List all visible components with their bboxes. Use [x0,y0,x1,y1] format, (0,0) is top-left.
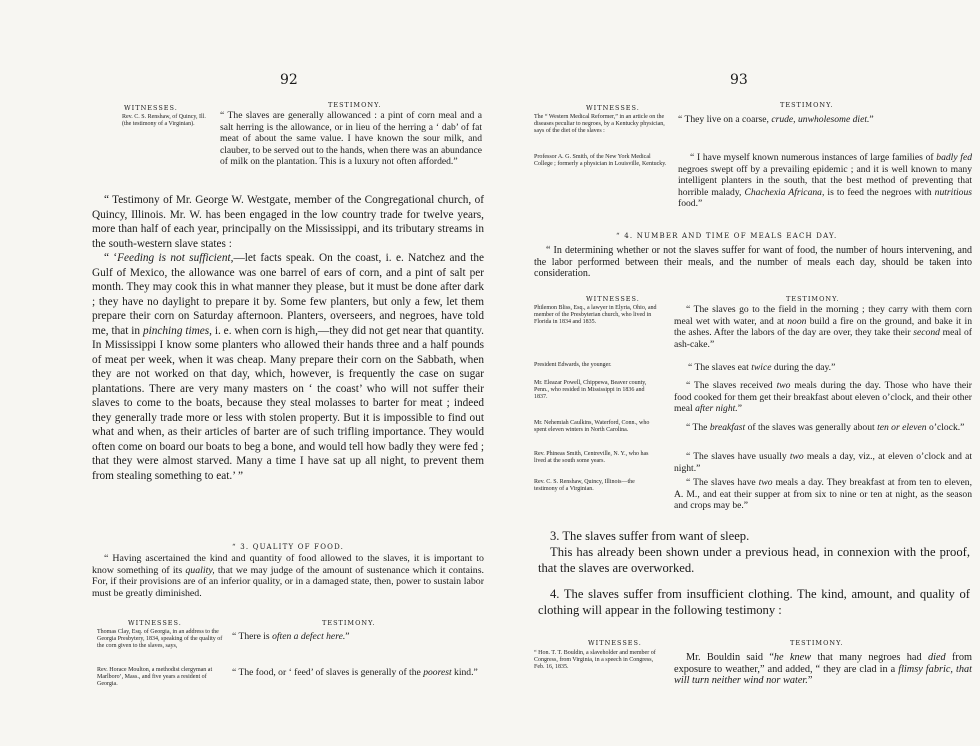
testimony-text: “ The slaves are generally allowanced : a pint of corn meal and a salt herring is the allowance, or in lieu of the herring a ‘ dab’ of fat meat of about the same value. I have known the sour milk, and clauber, to be served out to the hands, when there was an abundance of milk on the plantation. This is a luxury not often afforded.” [220,110,482,167]
witness-note: Rev. Horace Moulton, a methodist clergyman at Marlboro’, Mass., and five years a resident of Georgia. [97,667,213,687]
witness-note: President Edwards, the younger. [534,362,612,368]
testimony-text: “ The slaves received two meals during the day. Those who have their food cooked for them get their breakfast about eleven o’clock, and their other meal after night.” [674,380,972,414]
testimony-text: “ The breakfast of the slaves was generally about ten or eleven o’clock.” [686,422,965,433]
witness-note: Mr. Eleazar Powell, Chippewa, Beaver county, Penn., who resided in Mississippi in 1836 and 1837. [534,380,647,400]
testimony-text: “ The slaves eat twice during the day.” [688,362,836,373]
testimony-text: “ They live on a coarse, crude, unwholesome diet.” [678,114,874,125]
testimony-text: Mr. Bouldin said “he knew that many negroes had died from exposure to weather,” and added, “ they are clad in a flimsy fabric, that will turn neither wind nor water.” [674,652,973,686]
testimony-label: TESTIMONY. [780,101,834,109]
page-number: 93 [730,72,748,88]
testimony-text: “ The slaves go to the field in the morning ; they carry with them corn meal wet with water, and at noon build a fire on the ground, and bake it in the ashes. After the labors of the day are over, they take their second meal of ash-cake.” [674,304,972,350]
witness-note: Rev. Phineas Smith, Centreville, N. Y., who has lived at the south some years. [534,451,649,464]
page-number: 92 [280,72,298,88]
witness-note: Rev. C. S. Renshaw, of Quincy, Ill. (the testimony of a Virginian). [122,114,206,127]
witnesses-label: WITNESSES. [128,619,182,627]
testimony-text: “ I have myself known numerous instances of large families of badly fed negroes swept off by a prevailing epidemic ; and it is well known to many intelligent planters in the south, that the best method of preventing that horrible malady, Chachexia Africana, is to feed the negroes with nutritious food.” [678,152,973,209]
testimony-text: “ There is often a defect here.” [232,631,350,642]
body-text [92,193,484,483]
witnesses-label: WITNESSES. [586,295,640,303]
section-heading: “ 3. QUALITY OF FOOD. [232,543,345,551]
witness-note: Thomas Clay, Esq. of Georgia, in an address to the Georgia Presbytery, 1834, speaking of the quality of the corn given to the slaves, says, [97,629,223,649]
testimony-text: “ The food, or ‘ feed’ of slaves is generally of the poorest kind.” [232,667,478,678]
witnesses-label: WITNESSES. [588,639,642,647]
testimony-label: TESTIMONY. [328,101,382,109]
section-heading: “ 4. NUMBER AND TIME OF MEALS EACH DAY. [616,232,838,240]
testimony-text: “ The slaves have usually two meals a day, viz., at eleven o’clock and at night.” [674,451,973,474]
point-3: 3. The slaves suffer from want of sleep. This has already been shown under a previous head, in connexion with the proof, that the slaves are overworked. [538,529,970,575]
witness-note: Professor A. G. Smith, of the New York Medical College ; formerly a physician in Louisville, Kentucky. [534,154,667,167]
testimony-text: “ The slaves have two meals a day. They breakfast at from ten to eleven, A. M., and eat their supper at from six to nine or ten at night, as the season and crops may be.” [674,477,972,511]
witness-note: Rev. C. S. Renshaw, Quincy, Illinois—the testimony of a Virginian. [534,479,635,492]
section3-text: “ Having ascertained the kind and quantity of food allowed to the slaves, it is important to know something of its quality, that we may judge of the amount of sustenance which it contains. For, if their provisions are of an inferior quality, or in a damaged state, then, power to sustain labor must be greatly diminished. [92,553,485,599]
witnesses-label: WITNESSES. [124,104,178,112]
witness-note: The “ Western Medical Reformer,” in an article on the diseases peculiar to negroes, by a Kentucky physician, says of the diet of the slaves : [534,114,665,134]
testimony-label: TESTIMONY. [790,639,844,647]
westgate-quote: “ ‘Feeding is not sufficient,—let facts speak. On the coast, i. e. Natchez and the Gulf of Mexico, the allowance was one barrel of ears of corn, and a pint of salt per month. They may cook this in what manner they please, but it must be done after dark ; they have no daylight to prepare it by. Some few planters, but only a few, let them prepare their corn on Saturday afternoon. Planters, overseers, and negroes, have told me, that in pinching times, i. e. when corn is high,—they did not get near that quantity. In Mississippi I know some planters who allowed their hands three and a half pounds of meat per week, when it was cheap. Many prepare their corn on the Sabbath, when they are not worked on that day, which, however, is frequently the case on sugar plantations. There are very many masters on ‘ the coast’ who will not suffer their slaves to come to the boats, because they steal molasses to barter for meat ; indeed they generally trade more or less with stolen property. But it is impossible to find out what and when, as their articles of barter are of such trifling importance. They would often come on board our boats to beg a bone, and would tell how badly they were fed ; that they were almost starved. Many a time I have sat up all night, to prevent them from stealing something to eat.’ ” [92,252,484,482]
point-4: 4. The slaves suffer from insufficient clothing. The kind, amount, and quality of clothing will appear in the following testimony : [538,587,970,617]
witness-note: Philemon Bliss, Esq., a lawyer in Elyria, Ohio, and member of the Presbyterian church, who lived in Florida in 1834 and 1835. [534,305,657,325]
witnesses-label: WITNESSES. [586,104,640,112]
witness-note: “ Hon. T. T. Bouldin, a slaveholder and member of Congress, from Virginia, in a speech in Congress, Feb. 16, 1835. [534,650,656,670]
witness-note: Mr. Nehemiah Caulkins, Waterford, Conn., who spent eleven winters in North Carolina. [534,420,650,433]
right-page [490,0,980,746]
testimony-label: TESTIMONY. [322,619,376,627]
testimony-label: TESTIMONY. [786,295,840,303]
section4-text: “ In determining whether or not the slaves suffer for want of food, the number of hours intervening, and the labor performed between their meals, and the number of meals each day, should be taken into consideration. [534,245,972,279]
westgate-intro: “ Testimony of Mr. George W. Westgate, member of the Congregational church, of Quincy, Illinois. Mr. W. has been engaged in the low country trade for twelve years, more than half of each year, principally on the Mississippi, and its tributary streams in the south-western slave states : [92,194,484,250]
